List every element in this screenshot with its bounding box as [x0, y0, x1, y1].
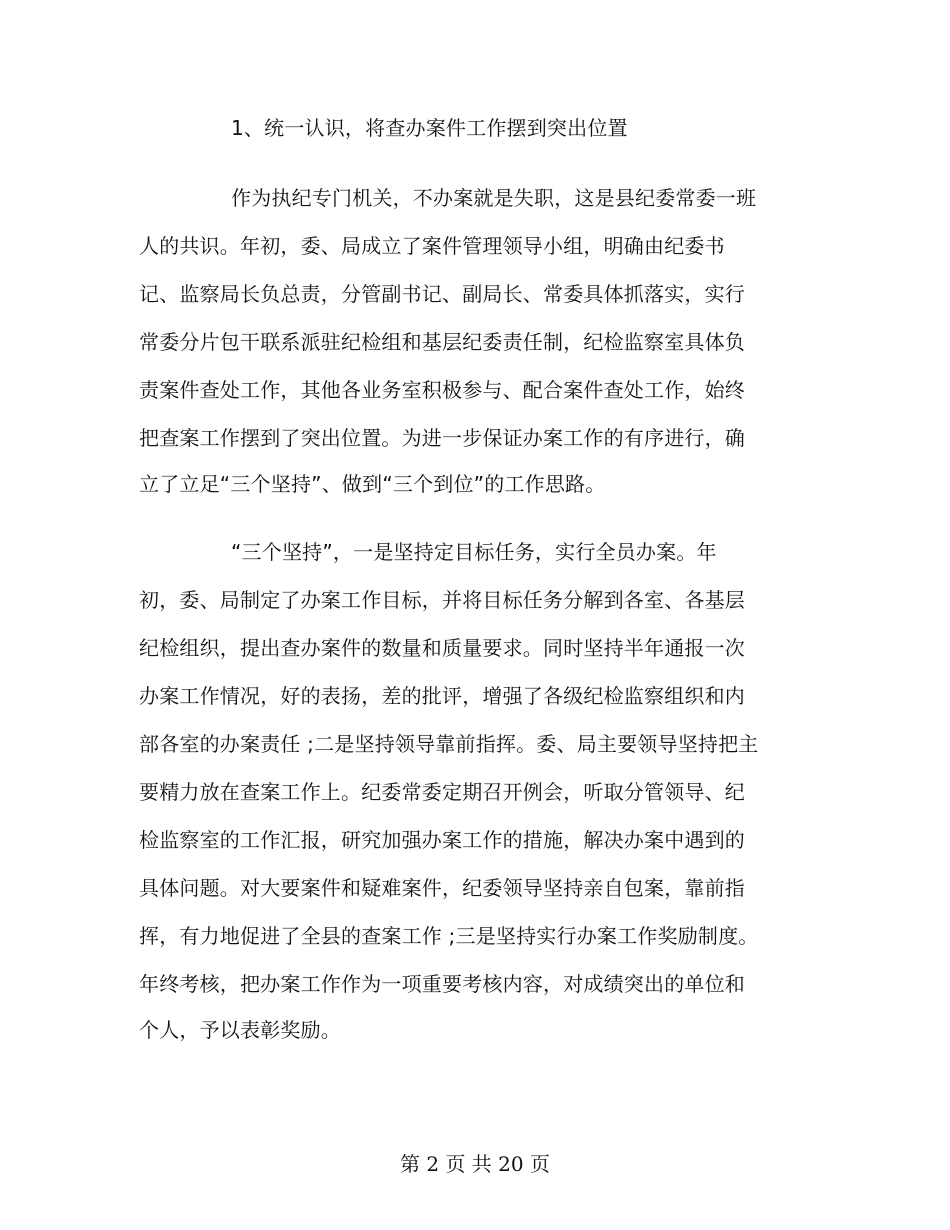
paragraph-line: 具体问题。对大要案件和疑难案件，纪委领导坚持亲自包案，靠前指: [139, 876, 745, 900]
paragraph-line: 常委分片包干联系派驻纪检组和基层纪委责任制，纪检监察室具体负: [139, 330, 745, 354]
total-pages-number: 20: [498, 1152, 524, 1176]
paragraph-line: 部各室的办案责任 ;二是坚持领导靠前指挥。委、局主要领导坚持把主: [139, 732, 759, 756]
paragraph-line: 办案工作情况，好的表扬，差的批评，增强了各级纪检监察组织和内: [139, 684, 745, 708]
paragraph-line: 立了立足“三个坚持”、做到“三个到位”的工作思路。: [139, 472, 606, 496]
paragraph-line: 年终考核，把办案工作作为一项重要考核内容，对成绩突出的单位和: [139, 972, 745, 996]
page-footer: [0, 1152, 950, 1176]
paragraph-line: 把查案工作摆到了突出位置。为进一步保证办案工作的有序进行，确: [139, 426, 745, 450]
paragraph-line: 纪检组织，提出查办案件的数量和质量要求。同时坚持半年通报一次: [139, 636, 745, 660]
paragraph-line: 挥，有力地促进了全县的查案工作 ;三是坚持实行办案工作奖励制度。: [139, 924, 759, 948]
paragraph-line: 检监察室的工作汇报，研究加强办案工作的措施，解决办案中遇到的: [139, 828, 745, 852]
paragraph-line: 记、监察局长负总责，分管副书记、副局长、常委具体抓落实，实行: [139, 282, 745, 306]
paragraph-line: 要精力放在查案工作上。纪委常委定期召开例会，听取分管领导、纪: [139, 780, 745, 804]
footer-suffix: 页: [529, 1152, 550, 1176]
paragraph-line: 初，委、局制定了办案工作目标，并将目标任务分解到各室、各基层: [139, 588, 745, 612]
paragraph-line: “三个坚持”，一是坚持定目标任务，实行全员办案。年: [231, 540, 717, 564]
paragraph-line: 人的共识。年初，委、局成立了案件管理领导小组，明确由纪委书: [139, 234, 725, 258]
current-page-number: 2: [426, 1152, 440, 1176]
footer-middle: 页 共: [445, 1152, 492, 1176]
paragraph-line: 个人，予以表彰奖励。: [139, 1018, 341, 1042]
footer-prefix: 第: [400, 1152, 420, 1176]
section-heading: 1、统一认识，将查办案件工作摆到突出位置: [231, 116, 628, 140]
paragraph-line: 责案件查处工作，其他各业务室积极参与、配合案件查处工作，始终: [139, 378, 745, 402]
paragraph-line: 作为执纪专门机关，不办案就是失职，这是县纪委常委一班: [231, 186, 757, 210]
